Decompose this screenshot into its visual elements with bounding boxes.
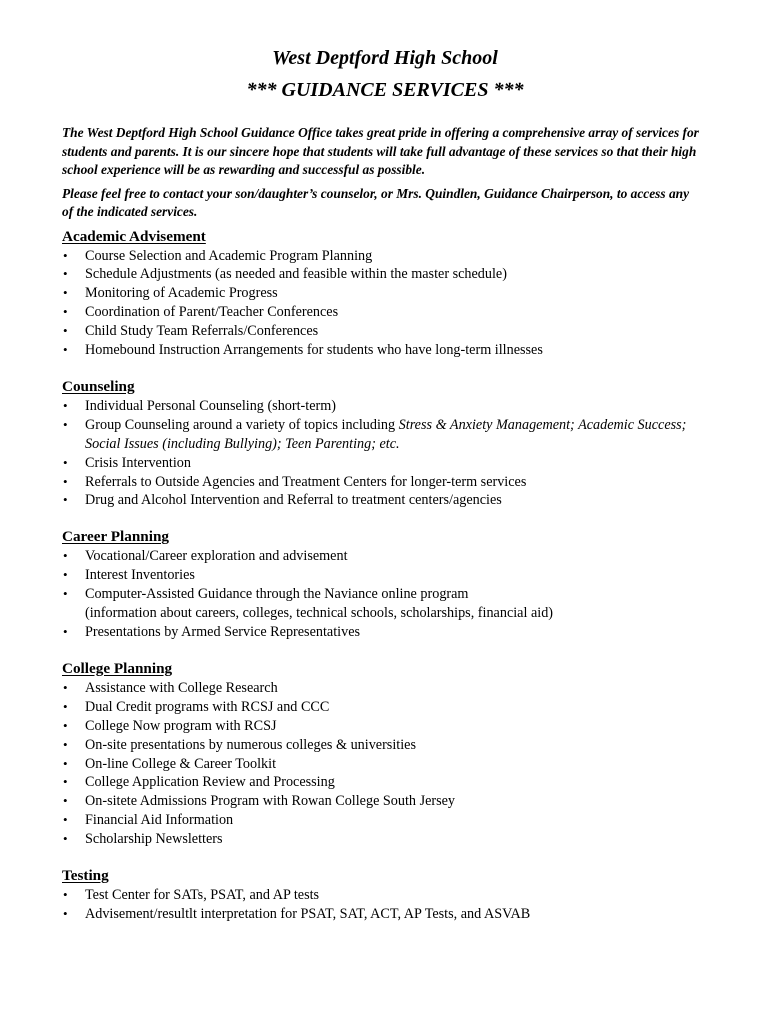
- list-item: • Advisement/resultlt interpretation for PSAT, SAT, ACT, AP Tests, and ASVAB: [63, 905, 531, 922]
- section-academic-advisement: [62, 227, 708, 360]
- bullet-icon: •: [63, 755, 68, 771]
- list-item: • Interest Inventories: [63, 567, 195, 584]
- list-item: • Computer-Assisted Guidance through the Naviance online program (information about careers, colleges, technical schools, scholarships, financial aid): [63, 586, 554, 622]
- bullet-icon: •: [63, 679, 68, 695]
- bullet-icon: •: [63, 454, 68, 470]
- list-item: • Scholarship Newsletters: [63, 831, 223, 848]
- bullet-icon: •: [63, 887, 68, 903]
- bullet-icon: •: [63, 624, 68, 639]
- section-college-planning: [62, 659, 708, 849]
- list-item: • Coordination of Parent/Teacher Conferences: [63, 304, 339, 321]
- bullet-list: [62, 247, 708, 360]
- bullet-icon: •: [63, 831, 68, 847]
- list-item: • Drug and Alcohol Intervention and Referral to treatment centers/agencies: [63, 492, 502, 509]
- intro-paragraph: The West Deptford High School Guidance Office takes great pride in offering a comprehensive array of services for students and parents. It is our sincere hope that students will take full advantage of these services so that their high school experience will be as rewarding and successful as possible.: [62, 125, 699, 177]
- bullet-icon: •: [63, 586, 68, 602]
- page-title: *** GUIDANCE SERVICES ***: [246, 79, 524, 101]
- list-item: • On-site presentations by numerous colleges & universities: [63, 736, 416, 753]
- list-item: • On-line College & Career Toolkit: [63, 755, 277, 772]
- list-item: • Monitoring of Academic Progress: [63, 285, 278, 302]
- section-heading: Academic Advisement: [62, 227, 206, 245]
- section-heading: Counseling: [62, 377, 135, 395]
- bullet-icon: •: [63, 416, 68, 432]
- section-counseling: [62, 377, 708, 510]
- section-heading: Testing: [62, 867, 109, 885]
- group-topics: Stress & Anxiety Management; Academic Success; Social Issues (including Bullying); Teen Parenting; etc.: [85, 416, 687, 452]
- bullet-icon: •: [63, 492, 68, 508]
- list-item: • Individual Personal Counseling (short-term): [63, 397, 336, 414]
- list-item: • Vocational/Career exploration and advisement: [63, 548, 348, 565]
- bullet-icon: •: [63, 812, 68, 828]
- bullet-icon: •: [63, 304, 68, 320]
- list-item: • Referrals to Outside Agencies and Treatment Centers for longer-term services: [63, 473, 527, 490]
- bullet-list: [62, 679, 708, 849]
- bullet-icon: •: [63, 247, 68, 263]
- bullet-icon: •: [63, 285, 68, 301]
- list-item: • Presentations by Armed Service Representatives: [63, 624, 361, 640]
- list-item: • Group Counseling around a variety of topics including Stress & Anxiety Management; Academic Success; Social Issues (including Bullying); Teen Parenting; etc.: [63, 416, 687, 452]
- list-item: • Financial Aid Information: [63, 812, 234, 829]
- list-item: • Course Selection and Academic Program Planning: [63, 247, 373, 264]
- list-item: • Crisis Intervention: [63, 454, 191, 471]
- section-heading: College Planning: [62, 659, 173, 677]
- section-career-planning: [62, 527, 708, 642]
- bullet-icon: •: [63, 266, 68, 282]
- list-item: • College Application Review and Processing: [63, 774, 335, 791]
- bullet-icon: •: [63, 548, 68, 564]
- list-item: • College Now program with RCSJ: [63, 717, 277, 734]
- bullet-icon: •: [63, 793, 68, 809]
- bullet-icon: •: [63, 905, 68, 921]
- list-item: • Homebound Instruction Arrangements for students who have long-term illnesses: [63, 342, 543, 359]
- bullet-list: [62, 397, 708, 510]
- list-item: • On-sitete Admissions Program with Rowan College South Jersey: [63, 793, 456, 810]
- bullet-icon: •: [63, 774, 68, 790]
- bullet-icon: •: [63, 567, 68, 583]
- list-item: • Assistance with College Research: [63, 679, 278, 696]
- section-testing: [62, 866, 708, 924]
- section-heading: Career Planning: [62, 528, 170, 546]
- naviance-note: (information about careers, colleges, technical schools, scholarships, financial aid): [85, 605, 554, 622]
- bullet-icon: •: [63, 323, 68, 339]
- bullet-list: [62, 886, 708, 924]
- bullet-icon: •: [63, 736, 68, 752]
- contact-paragraph: Please feel free to contact your son/daughter’s counselor, or Mrs. Quindlen, Guidance Chairperson, to access any of the indicated services.: [62, 185, 690, 219]
- bullet-icon: •: [63, 342, 68, 358]
- school-title: West Deptford High School: [272, 47, 498, 69]
- list-item: • Schedule Adjustments (as needed and feasible within the master schedule): [63, 266, 507, 283]
- bullet-list: [62, 547, 708, 642]
- bullet-icon: •: [63, 473, 68, 489]
- bullet-icon: •: [63, 397, 68, 413]
- list-item: • Child Study Team Referrals/Conferences: [63, 323, 319, 340]
- bullet-icon: •: [63, 698, 68, 714]
- list-item: • Test Center for SATs, PSAT, and AP tests: [63, 887, 320, 904]
- list-item: • Dual Credit programs with RCSJ and CCC: [63, 698, 330, 715]
- bullet-icon: •: [63, 717, 68, 733]
